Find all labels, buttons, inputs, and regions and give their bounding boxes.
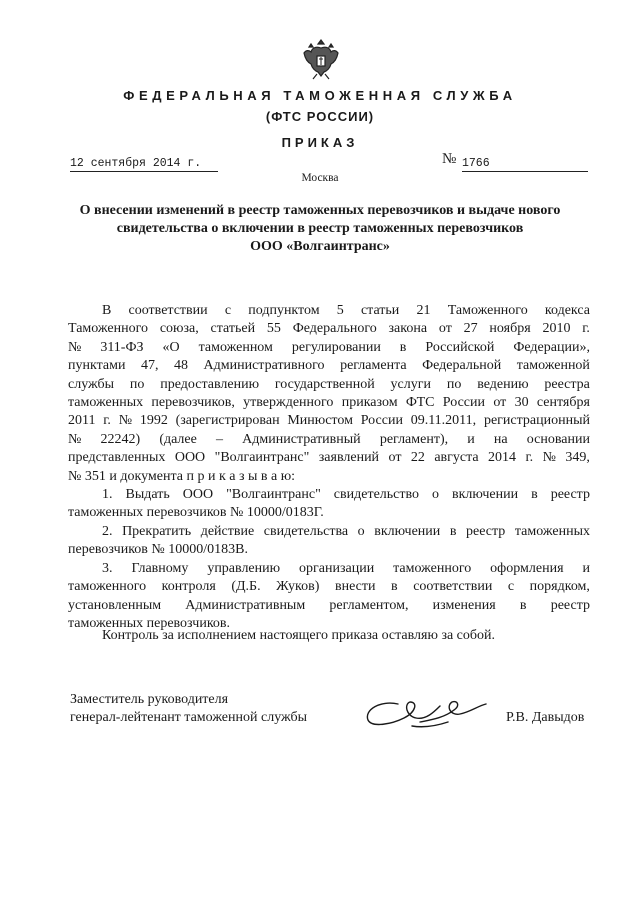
body-word: управлению <box>207 560 281 576</box>
body-word: ноября <box>489 321 531 337</box>
body-word: регламент), <box>379 431 449 447</box>
body-word: статьи <box>360 303 400 318</box>
body-word: «О <box>162 339 180 355</box>
body-word: и <box>467 431 475 447</box>
body-word: 48 <box>174 358 188 374</box>
handwritten-signature <box>360 692 490 734</box>
body-word: Федеральной <box>422 358 502 374</box>
body-word: от <box>493 395 507 411</box>
body-line <box>68 541 590 559</box>
body-word: в <box>449 523 457 539</box>
body-word: г. <box>103 413 111 429</box>
body-word: на <box>493 431 508 447</box>
agency-abbreviation: (ФТС РОССИИ) <box>265 109 375 124</box>
body-word: предоставлению <box>160 376 260 392</box>
control-statement: Контроль за исполнением настоящего приказа оставляю за собой. <box>102 628 496 643</box>
body-word: таможенных <box>68 395 144 411</box>
body-word: в <box>519 597 527 613</box>
body-word: 55 <box>266 321 281 337</box>
body-word: свидетельства <box>263 523 349 539</box>
position-line: Заместитель руководителя <box>70 692 229 707</box>
body-word: ООО <box>182 487 214 503</box>
body-word: 2011 <box>68 413 96 429</box>
body-word: Жуков) <box>276 579 320 595</box>
body-word: 311-ФЗ <box>100 339 144 355</box>
body-word: перевозчиков, <box>151 395 235 411</box>
body-line <box>68 431 590 449</box>
body-word: пунктами <box>68 358 126 374</box>
body-word: в <box>391 579 398 595</box>
body-line <box>68 357 590 375</box>
russian-coat-of-arms-icon <box>300 36 342 82</box>
body-word: таможенных <box>514 523 590 539</box>
body-word: регистрационный <box>483 413 590 429</box>
body-word: союза, <box>159 321 199 337</box>
body-word: с <box>224 303 232 318</box>
title-line: ООО «Волгаинтранс» <box>250 239 390 254</box>
body-word: 09.11.2011, <box>410 413 477 429</box>
body-word: ведению <box>477 376 529 392</box>
body-word: услуги <box>390 376 431 392</box>
body-word: с <box>507 579 515 595</box>
body-word: таможенной <box>516 358 590 374</box>
body-line <box>68 504 590 522</box>
body-word: государственной <box>274 376 375 392</box>
body-word: "Волгаинтранс" <box>226 487 321 503</box>
order-number: 1766 <box>462 157 588 172</box>
body-word: 2014 <box>488 450 517 466</box>
body-word: подпунктом <box>248 303 320 318</box>
body-word: утвержденного <box>243 395 334 411</box>
body-word: Федерации», <box>513 339 590 355</box>
body-word: России <box>360 413 403 429</box>
body-word: Административного <box>203 358 325 374</box>
body-word: реестр <box>550 487 590 503</box>
body-word: изменения <box>432 597 496 613</box>
body-word: Выдать <box>125 487 170 503</box>
body-word: включении <box>374 523 441 539</box>
body-word: Административный <box>242 431 361 447</box>
body-line <box>68 320 590 338</box>
body-word: таможенного <box>68 579 147 595</box>
body-line <box>68 597 590 615</box>
body-word: оформления <box>490 560 564 576</box>
body-word: 21 <box>416 303 431 318</box>
body-word: г. <box>525 450 534 466</box>
body-line <box>68 302 590 320</box>
body-word: 2010 <box>542 321 571 337</box>
body-word: в <box>531 487 538 503</box>
body-word: – <box>216 431 223 447</box>
document-type: ПРИКАЗ <box>281 135 359 150</box>
body-line <box>68 339 590 357</box>
body-word: (далее <box>159 431 197 447</box>
body-word: действие <box>200 523 255 539</box>
body-word: Таможенного <box>68 321 149 337</box>
body-word: по <box>446 376 462 392</box>
body-line <box>68 412 590 430</box>
body-word: Российской <box>425 339 495 355</box>
body-word: 30 <box>514 395 529 411</box>
body-word: таможенного <box>393 560 472 576</box>
body-word: регламента <box>340 358 407 374</box>
title-line: О внесении изменений в реестр таможенных перевозчиков и выдаче нового <box>79 203 561 218</box>
body-line <box>68 376 590 394</box>
body-line-text: перевозчиков № 10000/0183В. <box>68 542 249 558</box>
body-word: статьей <box>210 321 256 337</box>
body-line <box>68 578 590 596</box>
body-word: Федерального <box>292 321 377 337</box>
body-word: соответствии <box>413 579 493 595</box>
body-word: включении <box>452 487 519 503</box>
body-word: (зарегистрирован <box>175 413 280 429</box>
body-line-text: № 351 и документа п р и к а з ы в а ю: <box>68 468 296 484</box>
body-word: заявлений <box>318 450 380 466</box>
body-word: 27 <box>463 321 478 337</box>
body-word: 2. <box>102 523 113 539</box>
body-line <box>68 523 590 541</box>
body-word: (Д.Б. <box>231 579 261 595</box>
order-date: 12 сентября 2014 г. <box>70 157 218 172</box>
body-word: 22242) <box>100 431 141 447</box>
agency-name: ФЕДЕРАЛЬНАЯ ТАМОЖЕННАЯ СЛУЖБА <box>123 88 517 103</box>
body-word: представленных <box>68 450 166 466</box>
body-word: основании <box>526 431 590 447</box>
body-word: "Волгаинтранс" <box>214 450 310 466</box>
body-word: ФТС <box>405 395 435 411</box>
body-word: 22 <box>410 450 425 466</box>
order-body <box>68 302 590 633</box>
body-word: таможенном <box>198 339 273 355</box>
body-word: Минюстом <box>287 413 353 429</box>
body-word: № <box>68 431 82 447</box>
body-word: России <box>442 395 485 411</box>
body-word: по <box>129 376 145 392</box>
body-word: установленным <box>68 597 162 613</box>
body-word: о <box>357 523 365 539</box>
body-line-text: таможенных перевозчиков № 10000/0183Г. <box>68 505 324 521</box>
position-line: генерал-лейтенант таможенной службы <box>70 710 308 726</box>
city: Москва <box>301 172 339 184</box>
body-word: и <box>582 560 590 576</box>
body-word: Таможенного <box>447 303 528 318</box>
body-word: организации <box>299 560 375 576</box>
signatory-name: Р.В. Давыдов <box>506 710 585 725</box>
body-line <box>68 560 590 578</box>
body-line <box>68 394 590 412</box>
body-word: 47, <box>140 358 159 374</box>
body-line <box>68 449 590 467</box>
body-word: № <box>68 339 82 355</box>
body-word: от <box>438 321 452 337</box>
body-line-text: таможенных перевозчиков. <box>68 615 231 631</box>
body-word: регламентом, <box>329 597 409 613</box>
body-word: Главному <box>131 560 189 576</box>
body-word: августа <box>434 450 479 466</box>
body-word: 3. <box>102 560 113 576</box>
body-word: службы <box>68 376 115 392</box>
body-word: реестр <box>550 597 590 613</box>
body-word: внести <box>334 579 376 595</box>
body-word: реестр <box>466 523 506 539</box>
body-word: ООО <box>174 450 206 466</box>
order-title <box>50 202 590 256</box>
body-line <box>68 468 590 486</box>
body-word: г. <box>582 321 590 337</box>
body-word: от <box>388 450 402 466</box>
body-word: Административным <box>185 597 306 613</box>
body-word: Прекратить <box>122 523 192 539</box>
signatory-position <box>70 691 307 728</box>
body-line <box>68 486 590 504</box>
body-word: закона <box>388 321 428 337</box>
number-sign: № <box>442 151 457 167</box>
body-word: № <box>118 413 133 429</box>
title-line: свидетельства о включении в реестр таможенных перевозчиков <box>116 221 524 236</box>
body-word: регулировании <box>291 339 381 355</box>
body-word: 349, <box>565 450 590 466</box>
body-word: В <box>102 303 112 318</box>
body-word: 5 <box>336 303 344 318</box>
body-word: № <box>542 450 556 466</box>
body-word: свидетельство <box>333 487 419 503</box>
body-word: 1992 <box>139 413 168 429</box>
body-word: сентября <box>536 395 590 411</box>
body-word: о <box>432 487 439 503</box>
body-word: порядком, <box>529 579 590 595</box>
body-word: приказом <box>341 395 398 411</box>
body-word: в <box>399 339 407 355</box>
body-word: контроля <box>161 579 216 595</box>
body-word: кодекса <box>544 303 590 318</box>
body-word: 1. <box>102 487 113 503</box>
body-word: реестра <box>544 376 590 392</box>
body-word: соответствии <box>128 303 208 318</box>
